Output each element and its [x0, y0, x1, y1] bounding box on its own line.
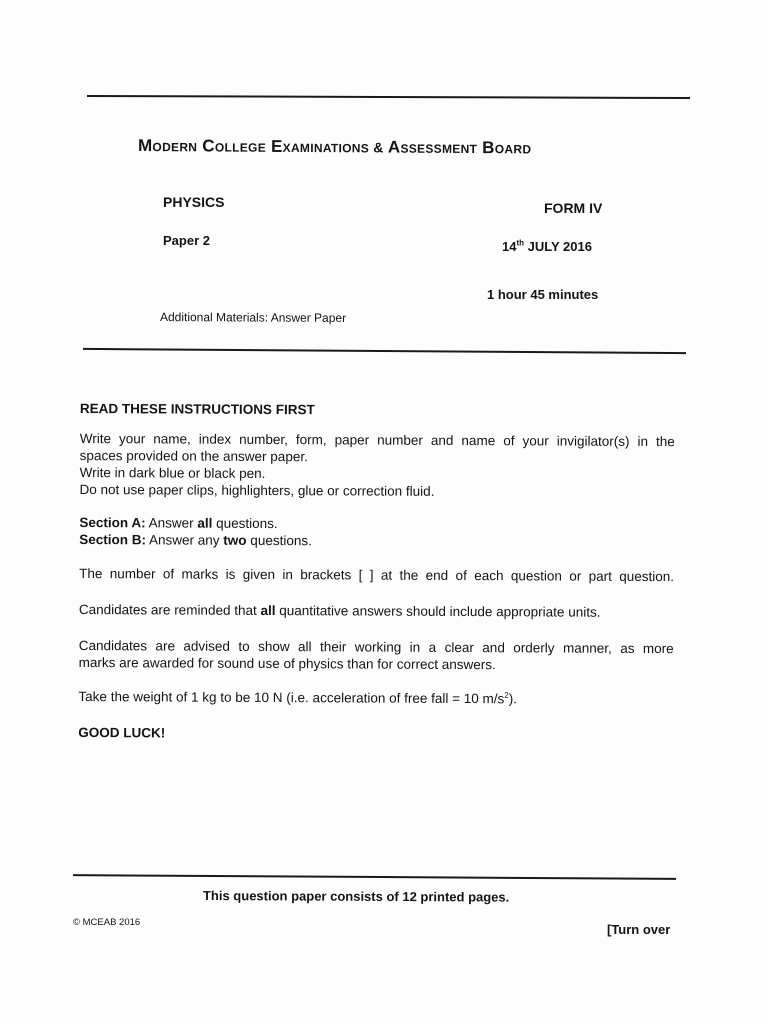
footer-rule: [73, 874, 676, 880]
marks-instruction: The number of marks is given in brackets [ ] at the end of each question or part question.: [79, 565, 675, 585]
exam-date: 14th JULY 2016: [502, 238, 592, 254]
page-count-note: This question paper consists of 12 printed pages.: [202, 888, 510, 905]
turn-over: [Turn over: [607, 922, 671, 937]
header-bottom-rule: [83, 348, 686, 354]
weight-instruction: Take the weight of 1 kg to be 10 N (i.e. acceleration of free fall = 10 $m/s^2$).: [78, 688, 518, 707]
instruction-line: Write your name, index number, form, paper number and name of your invigilator(s) in the: [79, 430, 675, 450]
subject: PHYSICS: [163, 194, 225, 210]
top-rule: [87, 95, 690, 99]
instructions-block: [78, 400, 675, 744]
copyright: © MCEAB 2016: [73, 917, 141, 928]
instructions-heading: READ THESE INSTRUCTIONS FIRST: [79, 401, 315, 418]
instruction-line: Write in dark blue or black pen.: [79, 464, 266, 481]
section-a-instruction: Section A: Answer all questions.: [79, 514, 278, 532]
instruction-line: Do not use paper clips, highlighters, glue or correction fluid.: [79, 481, 435, 499]
working-instruction: Candidates are advised to show all their working in a clear and orderly manner, as more: [78, 637, 674, 657]
instruction-line: spaces provided on the answer paper.: [79, 447, 308, 465]
section-b-instruction: Section B: Answer any two questions.: [79, 531, 312, 549]
good-luck: GOOD LUCK!: [78, 724, 166, 741]
exam-duration: 1 hour 45 minutes: [487, 287, 599, 302]
units-instruction: Candidates are reminded that all quantitative answers should include appropriate units.: [78, 601, 601, 620]
paper-number: Paper 2: [163, 233, 210, 248]
board-title: Modern College Examinations & Assessment Board: [137, 136, 532, 158]
working-instruction: marks are awarded for sound use of physics than for correct answers.: [78, 654, 496, 673]
additional-materials: Additional Materials: Answer Paper: [159, 310, 347, 325]
form-level: FORM IV: [544, 200, 603, 216]
